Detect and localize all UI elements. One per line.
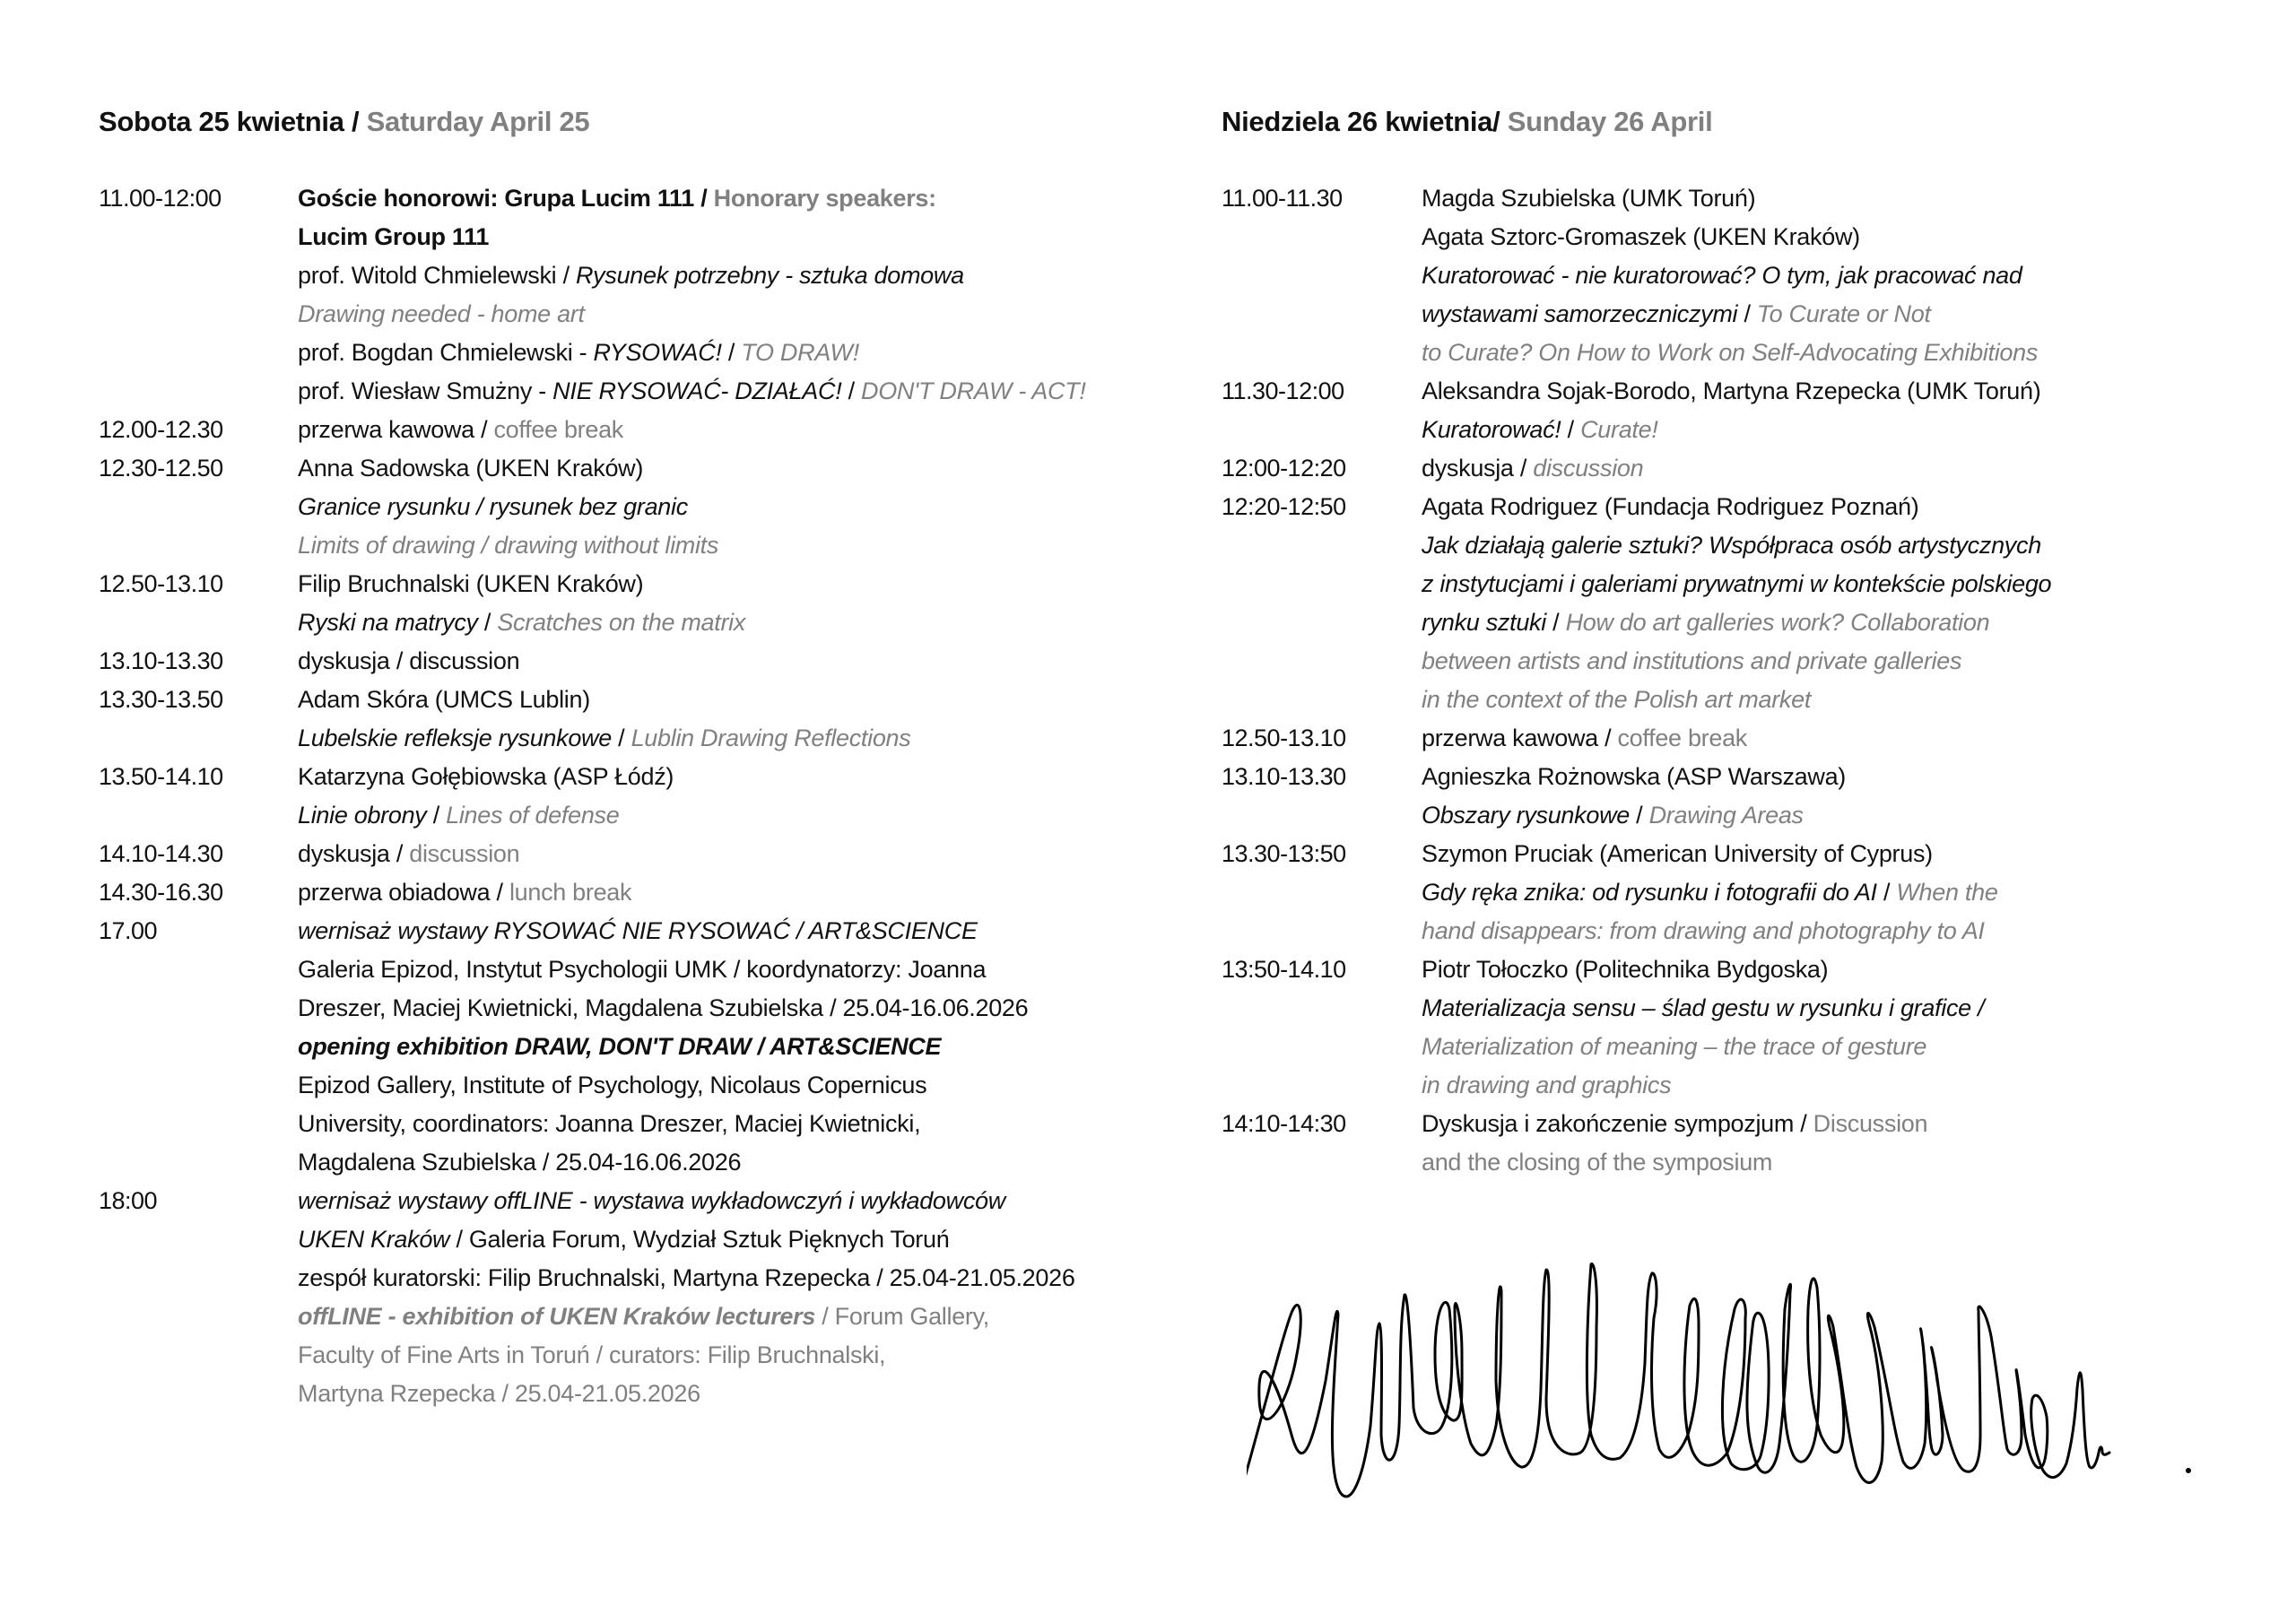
session-line (298, 1143, 1175, 1182)
time-slot: 13:50-14.10 (1222, 956, 1346, 983)
time-slot: 13.30-13.50 (99, 686, 223, 713)
session-line (1422, 334, 2235, 372)
text-segment: Galeria Epizod, Instytut Psychologii UMK / koordynatorzy: Joanna (298, 956, 987, 983)
text-segment: Gdy ręka znika: od rysunku i fotografii do AI (1422, 879, 1877, 906)
session-line (1422, 835, 2235, 873)
text-segment: NIE RYSOWAĆ- DZIAŁAĆ! (552, 378, 842, 404)
session-line (298, 1259, 1175, 1298)
text-segment: discussion (1533, 455, 1644, 482)
schedule-row (1222, 835, 2235, 950)
session-details (298, 411, 1175, 449)
schedule-row (99, 1182, 1175, 1413)
text-segment: / Galeria Forum, Wydział Sztuk Pięknych Toruń (449, 1226, 950, 1253)
session-details (1422, 719, 2235, 758)
time-slot: 13.30-13:50 (1222, 840, 1346, 867)
heading-separator: / (344, 106, 367, 137)
text-segment: Discussion (1813, 1110, 1928, 1137)
text-segment: RYSOWAĆ! (593, 339, 722, 366)
session-line (1422, 218, 2235, 256)
session-line (1422, 912, 2235, 950)
text-segment: Materializacja sensu – ślad gestu w rysunku i grafice / (1422, 994, 1985, 1021)
text-segment: wernisaż wystawy RYSOWAĆ NIE RYSOWAĆ / ART&SCIENCE (298, 917, 978, 944)
text-segment: Kuratorować - nie kuratorować? O tym, jak pracować nad (1422, 262, 2022, 289)
time-slot: 11.00-11.30 (1222, 185, 1343, 212)
sunday-column (1222, 100, 2235, 1182)
session-details (298, 835, 1175, 873)
text-segment: / (477, 609, 498, 636)
text-segment: to Curate? On How to Work on Self-Advocating Exhibitions (1422, 339, 2039, 366)
text-segment: in the context of the Polish art market (1422, 686, 1812, 713)
saturday-column (99, 100, 1175, 1413)
session-line (1422, 603, 2235, 642)
text-segment: / (841, 378, 862, 404)
sunday-heading (1222, 100, 2235, 143)
heading-separator: / (1492, 106, 1508, 137)
text-segment: UKEN Kraków (298, 1226, 450, 1253)
text-segment: / (694, 185, 714, 212)
session-line (298, 1298, 1175, 1336)
session-line (298, 449, 1175, 488)
session-line (298, 372, 1175, 411)
session-details (298, 642, 1175, 681)
text-segment: Martyna Rzepecka / 25.04-21.05.2026 (298, 1380, 700, 1407)
text-segment: Agata Sztorc-Gromaszek (UKEN Kraków) (1422, 223, 1860, 250)
text-segment: Rysunek potrzebny - sztuka domowa (575, 262, 964, 289)
session-line (1422, 1143, 2235, 1182)
session-line (298, 256, 1175, 295)
session-details (1422, 488, 2235, 719)
text-segment: Limits of drawing / drawing without limits (298, 532, 719, 559)
schedule-row (99, 681, 1175, 758)
text-segment: Obszary rysunkowe (1422, 802, 1630, 829)
text-segment: rynku sztuki (1422, 609, 1546, 636)
text-segment: / (1629, 802, 1649, 829)
schedule-row (99, 835, 1175, 873)
schedule-row (1222, 488, 2235, 719)
session-line (298, 796, 1175, 835)
text-segment: lunch break (509, 879, 632, 906)
schedule-row (1222, 1105, 2235, 1182)
session-line (1422, 719, 2235, 758)
session-line (1422, 372, 2235, 411)
text-segment: Lucim Group 111 (298, 223, 490, 250)
saturday-heading-pl: Sobota 25 kwietnia (99, 106, 344, 137)
text-segment: przerwa kawowa / (298, 416, 494, 443)
text-segment: hand disappears: from drawing and photography to AI (1422, 917, 1985, 944)
session-line (1422, 796, 2235, 835)
text-segment: opening exhibition DRAW, DON'T DRAW / ART&SCIENCE (298, 1033, 942, 1060)
text-segment: Ryski na matrycy (298, 609, 478, 636)
text-segment: Piotr Tołoczko (Politechnika Bydgoska) (1422, 956, 1829, 983)
text-segment: Aleksandra Sojak-Borodo, Martyna Rzepecka (UMK Toruń) (1422, 378, 2041, 404)
session-line (1422, 642, 2235, 681)
session-details (298, 565, 1175, 642)
schedule-row (99, 179, 1175, 411)
text-segment: / Forum Gallery, (815, 1303, 990, 1330)
session-line (298, 295, 1175, 334)
session-line (298, 218, 1175, 256)
session-line (1422, 488, 2235, 526)
text-segment: Dyskusja i zakończenie sympozjum / (1422, 1110, 1813, 1137)
text-segment: Epizod Gallery, Institute of Psychology, Nicolaus Copernicus (298, 1072, 927, 1098)
text-segment: in drawing and graphics (1422, 1072, 1672, 1098)
session-line (298, 1066, 1175, 1105)
session-line (298, 719, 1175, 758)
session-details (298, 758, 1175, 835)
time-slot: 14.30-16.30 (99, 879, 223, 906)
text-segment: Drawing needed - home art (298, 300, 585, 327)
text-segment: prof. Bogdan Chmielewski - (298, 339, 594, 366)
text-segment: Filip Bruchnalski (UKEN Kraków) (298, 570, 644, 597)
text-segment: Magda Szubielska (UMK Toruń) (1422, 185, 1756, 212)
session-line (1422, 1105, 2235, 1143)
text-segment: z instytucjami i galeriami prywatnymi w kontekście polskiego (1422, 570, 2052, 597)
text-segment: Dreszer, Maciej Kwietnicki, Magdalena Szubielska / 25.04-16.06.2026 (298, 994, 1029, 1021)
session-details (298, 1182, 1175, 1413)
text-segment: Adam Skóra (UMCS Lublin) (298, 686, 590, 713)
session-line (298, 1375, 1175, 1413)
text-segment: DON'T DRAW - ACT! (861, 378, 1086, 404)
schedule-row (1222, 449, 2235, 488)
session-details (298, 873, 1175, 912)
schedule-row (99, 449, 1175, 565)
text-segment: Drawing Areas (1648, 802, 1804, 829)
text-segment: wernisaż wystawy offLINE - wystawa wykładowczyń i wykładowców (298, 1187, 1005, 1214)
session-details (1422, 372, 2235, 449)
session-line (298, 912, 1175, 950)
session-line (298, 603, 1175, 642)
text-segment: When the (1896, 879, 1998, 906)
session-line (298, 989, 1175, 1028)
text-segment: To Curate or Not (1756, 300, 1931, 327)
text-segment: Anna Sadowska (UKEN Kraków) (298, 455, 644, 482)
session-details (1422, 179, 2235, 372)
session-line (1422, 256, 2235, 295)
text-segment: and the closing of the symposium (1422, 1149, 1773, 1176)
text-segment: University, coordinators: Joanna Dreszer, Maciej Kwietnicki, (298, 1110, 921, 1137)
text-segment: coffee break (493, 416, 623, 443)
schedule-row (99, 642, 1175, 681)
schedule-row (99, 912, 1175, 1182)
session-details (298, 179, 1175, 411)
session-line (298, 411, 1175, 449)
session-line (1422, 179, 2235, 218)
text-segment: przerwa kawowa / (1422, 725, 1618, 751)
time-slot: 12.50-13.10 (1222, 725, 1346, 751)
time-slot: 18:00 (99, 1187, 158, 1214)
session-line (1422, 873, 2235, 912)
session-line (1422, 295, 2235, 334)
text-segment: / (721, 339, 742, 366)
text-segment: prof. Wiesław Smużny - (298, 378, 553, 404)
sunday-heading-en: Sunday 26 April (1507, 106, 1713, 137)
text-segment: offLINE - exhibition of UKEN Kraków lecturers (298, 1303, 816, 1330)
time-slot: 12.50-13.10 (99, 570, 223, 597)
session-details (298, 912, 1175, 1182)
schedule-row (99, 565, 1175, 642)
text-segment: Granice rysunku / rysunek bez granic (298, 493, 688, 520)
session-line (298, 1182, 1175, 1220)
text-segment: Lubelskie refleksje rysunkowe (298, 725, 612, 751)
text-segment: dyskusja / (298, 840, 410, 867)
session-line (298, 334, 1175, 372)
session-line (298, 526, 1175, 565)
saturday-schedule (99, 179, 1175, 1413)
text-segment: How do art galleries work? Collaboration (1565, 609, 1990, 636)
time-slot: 12:00-12:20 (1222, 455, 1346, 482)
time-slot: 13.50-14.10 (99, 763, 223, 790)
text-segment: Kuratorować! (1422, 416, 1561, 443)
session-line (298, 950, 1175, 989)
sunday-schedule (1222, 179, 2235, 1182)
text-segment: Materialization of meaning – the trace of gesture (1422, 1033, 1927, 1060)
schedule-row (99, 758, 1175, 835)
session-line (298, 873, 1175, 912)
text-segment: prof. Witold Chmielewski / (298, 262, 576, 289)
text-segment: zespół kuratorski: Filip Bruchnalski, Martyna Rzepecka / 25.04-21.05.2026 (298, 1264, 1075, 1291)
session-line (1422, 1066, 2235, 1105)
text-segment: between artists and institutions and private galleries (1422, 647, 1962, 674)
session-line (1422, 758, 2235, 796)
text-segment: Katarzyna Gołębiowska (ASP Łódź) (298, 763, 674, 790)
sunday-heading-pl: Niedziela 26 kwietnia (1222, 106, 1493, 137)
schedule-row (99, 411, 1175, 449)
session-details (298, 449, 1175, 565)
time-slot: 12.00-12.30 (99, 416, 223, 443)
time-slot: 14:10-14:30 (1222, 1110, 1346, 1137)
text-segment: Agnieszka Rożnowska (ASP Warszawa) (1422, 763, 1846, 790)
schedule-row (1222, 179, 2235, 372)
session-line (1422, 411, 2235, 449)
session-line (298, 681, 1175, 719)
session-line (1422, 449, 2235, 488)
session-line (298, 488, 1175, 526)
schedule-row (1222, 758, 2235, 835)
text-segment: / (1737, 300, 1757, 327)
time-slot: 12.30-12.50 (99, 455, 223, 482)
text-segment: Honorary speakers: (713, 185, 936, 212)
session-details (298, 681, 1175, 758)
session-details (1422, 950, 2235, 1105)
schedule-row (99, 873, 1175, 912)
session-line (1422, 950, 2235, 989)
text-segment: / (426, 802, 447, 829)
text-segment: dyskusja / (1422, 455, 1534, 482)
session-line (298, 1220, 1175, 1259)
text-segment: TO DRAW! (741, 339, 859, 366)
text-segment: Faculty of Fine Arts in Toruń / curators: Filip Bruchnalski, (298, 1341, 886, 1368)
session-line (298, 1336, 1175, 1375)
text-segment: Curate! (1580, 416, 1658, 443)
text-segment: / (1561, 416, 1581, 443)
text-segment: coffee break (1617, 725, 1747, 751)
time-slot: 13.10-13.30 (1222, 763, 1346, 790)
text-segment: / (1876, 879, 1897, 906)
time-slot: 13.10-13.30 (99, 647, 223, 674)
session-details (1422, 449, 2235, 488)
schedule-row (1222, 719, 2235, 758)
session-line (298, 179, 1175, 218)
session-line (298, 642, 1175, 681)
session-details (1422, 758, 2235, 835)
text-segment: Magdalena Szubielska / 25.04-16.06.2026 (298, 1149, 742, 1176)
session-line (298, 1105, 1175, 1143)
session-line (1422, 565, 2235, 603)
time-slot: 12:20-12:50 (1222, 493, 1346, 520)
session-line (298, 1028, 1175, 1066)
text-segment: Goście honorowi: Grupa Lucim 111 (298, 185, 695, 212)
text-segment: Szymon Pruciak (American University of Cyprus) (1422, 840, 1933, 867)
time-slot: 17.00 (99, 917, 158, 944)
session-line (1422, 526, 2235, 565)
session-details (1422, 1105, 2235, 1182)
time-slot: 11.00-12:00 (99, 185, 222, 212)
text-segment: dyskusja / discussion (298, 647, 520, 674)
text-segment: / (1545, 609, 1566, 636)
saturday-heading (99, 100, 1175, 143)
schedule-row (1222, 950, 2235, 1105)
text-segment: Lines of defense (446, 802, 620, 829)
text-segment: przerwa obiadowa / (298, 879, 509, 906)
session-line (1422, 989, 2235, 1028)
time-slot: 11.30-12:00 (1222, 378, 1344, 404)
text-segment: / (611, 725, 631, 751)
saturday-heading-en: Saturday April 25 (366, 106, 590, 137)
session-details (1422, 835, 2235, 950)
schedule-row (1222, 372, 2235, 449)
time-slot: 14.10-14.30 (99, 840, 223, 867)
session-line (1422, 1028, 2235, 1066)
session-line (298, 565, 1175, 603)
text-segment: Lublin Drawing Reflections (631, 725, 911, 751)
text-segment: wystawami samorzeczniczymi (1422, 300, 1738, 327)
session-line (1422, 681, 2235, 719)
session-line (298, 835, 1175, 873)
signature-scribble-icon (1247, 1255, 2215, 1542)
text-segment: Linie obrony (298, 802, 427, 829)
text-segment: Scratches on the matrix (497, 609, 746, 636)
text-segment: Jak działają galerie sztuki? Współpraca osób artystycznych (1422, 532, 2041, 559)
text-segment: discussion (409, 840, 520, 867)
text-segment: Agata Rodriguez (Fundacja Rodriguez Poznań) (1422, 493, 1919, 520)
session-line (298, 758, 1175, 796)
